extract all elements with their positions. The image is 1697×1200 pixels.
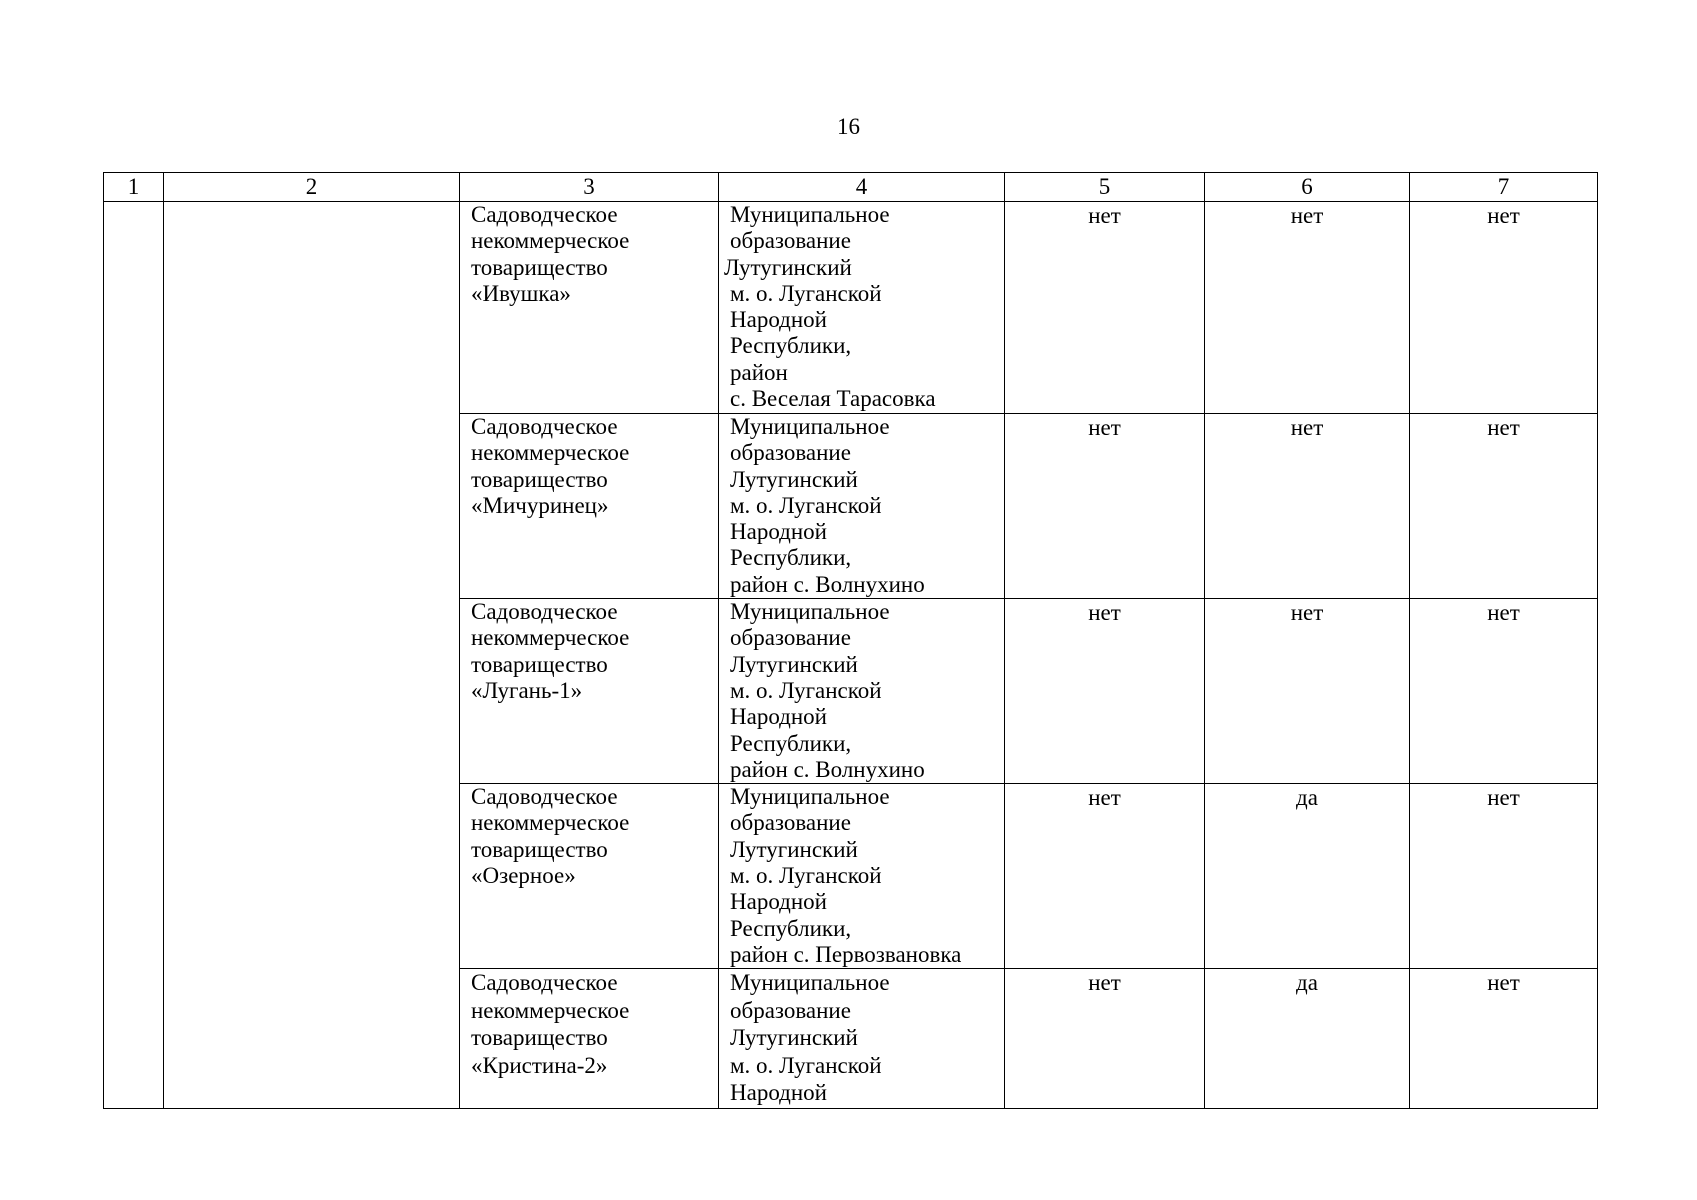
header-cell-1: 1 xyxy=(104,173,164,202)
page-number: 16 xyxy=(837,114,860,139)
col5-cell xyxy=(1005,784,1205,969)
header-cell-3: 3 xyxy=(460,173,719,202)
col5-value: нет xyxy=(1088,415,1121,440)
organization-name-cell xyxy=(460,784,719,969)
name-line: товарищество xyxy=(471,836,608,862)
location-line: Народной xyxy=(730,519,827,545)
name-line: «Лугань-1» xyxy=(471,677,583,703)
name-line: Садоводческое xyxy=(471,784,618,810)
name-line: товарищество xyxy=(471,466,608,492)
location-line: м. о. Луганской xyxy=(730,863,882,889)
col5-cell xyxy=(1005,202,1205,414)
name-line: Садоводческое xyxy=(471,414,618,439)
name-line: некоммерческое xyxy=(471,625,630,651)
location-line: Лутугинский xyxy=(730,1025,858,1051)
col7-cell xyxy=(1410,599,1598,784)
name-line: Садоводческое xyxy=(471,970,618,996)
location-line: Лутугинский xyxy=(724,254,852,280)
col6-value: нет xyxy=(1290,203,1324,228)
name-line: «Озерное» xyxy=(471,863,576,889)
header-cell-6: 6 xyxy=(1205,173,1410,202)
location-line: Республики, xyxy=(730,333,852,359)
col6-value: нет xyxy=(1290,600,1324,626)
header-cell-5: 5 xyxy=(1005,173,1205,202)
location-line: Республики, xyxy=(730,730,852,756)
name-line: товарищество xyxy=(471,254,608,280)
location-cell xyxy=(719,414,1005,599)
col6-value: нет xyxy=(1290,415,1324,440)
col7-cell xyxy=(1410,969,1598,1109)
header-cell-4: 4 xyxy=(719,173,1005,202)
col6-cell xyxy=(1205,784,1410,969)
location-line: образование xyxy=(730,228,851,254)
col7-value: нет xyxy=(1487,415,1520,440)
location-line: Муниципальное xyxy=(730,202,890,227)
organization-name-cell xyxy=(460,202,719,414)
col6-cell xyxy=(1205,969,1410,1109)
name-line: «Ивушка» xyxy=(471,280,571,306)
location-line: Народной xyxy=(730,1080,827,1106)
location-line: район с. Волнухино xyxy=(730,571,925,597)
location-line: Муниципальное xyxy=(730,414,890,439)
header-row xyxy=(104,173,1598,202)
location-line: район xyxy=(730,359,788,385)
col5-cell xyxy=(1005,414,1205,599)
location-line: Муниципальное xyxy=(730,970,890,996)
location-line: м. о. Луганской xyxy=(730,677,882,703)
col5-value: нет xyxy=(1088,785,1121,811)
organization-name-cell xyxy=(460,414,719,599)
data-table xyxy=(103,172,1598,1109)
row-number-cell xyxy=(104,202,164,1109)
col7-cell xyxy=(1410,784,1598,969)
location-line: Республики, xyxy=(730,915,852,941)
location-cell xyxy=(719,599,1005,784)
col6-value: да xyxy=(1296,970,1318,996)
organization-name-cell xyxy=(460,969,719,1109)
location-line: Муниципальное xyxy=(730,599,890,625)
location-line: образование xyxy=(730,810,851,836)
col5-value: нет xyxy=(1088,203,1121,228)
location-line: Народной xyxy=(730,889,827,915)
name-line: некоммерческое xyxy=(471,228,630,254)
header-cell-7: 7 xyxy=(1410,173,1598,202)
category-cell xyxy=(164,202,460,1109)
col5-cell xyxy=(1005,599,1205,784)
location-cell xyxy=(719,784,1005,969)
location-line: образование xyxy=(730,625,851,651)
location-line: Лутугинский xyxy=(730,466,858,492)
name-line: Садоводческое xyxy=(471,599,618,625)
name-line: некоммерческое xyxy=(471,810,630,836)
location-line: Муниципальное xyxy=(730,784,890,810)
name-line: товарищество xyxy=(471,651,608,677)
location-line: м. о. Луганской xyxy=(730,1052,882,1078)
location-line: район с. Первозвановка xyxy=(730,941,962,967)
location-line: Народной xyxy=(730,307,827,333)
name-line: товарищество xyxy=(471,1025,608,1051)
location-line: Лутугинский xyxy=(730,836,858,862)
col6-cell xyxy=(1205,599,1410,784)
location-cell xyxy=(719,202,1005,414)
location-line: образование xyxy=(730,440,851,466)
location-line: м. о. Луганской xyxy=(730,492,882,518)
col6-cell xyxy=(1205,202,1410,414)
col6-value: да xyxy=(1296,785,1318,811)
location-line: Лутугинский xyxy=(730,651,858,677)
table-row xyxy=(104,202,1598,414)
name-line: «Мичуринец» xyxy=(471,492,609,518)
col7-value: нет xyxy=(1487,203,1520,228)
location-line: образование xyxy=(730,997,851,1023)
col7-value: нет xyxy=(1487,970,1520,996)
col7-cell xyxy=(1410,414,1598,599)
col5-value: нет xyxy=(1088,970,1121,996)
location-line: м. о. Луганской xyxy=(730,280,882,306)
col7-value: нет xyxy=(1487,785,1520,811)
header-cell-2: 2 xyxy=(164,173,460,202)
organization-name-cell xyxy=(460,599,719,784)
location-line: с. Веселая Тарасовка xyxy=(730,386,936,412)
name-line: Садоводческое xyxy=(471,202,618,227)
name-line: некоммерческое xyxy=(471,997,630,1023)
location-line: район с. Волнухино xyxy=(730,756,925,782)
col7-cell xyxy=(1410,202,1598,414)
name-line: «Кристина-2» xyxy=(471,1052,608,1078)
col5-value: нет xyxy=(1088,600,1121,626)
location-cell xyxy=(719,969,1005,1109)
name-line: некоммерческое xyxy=(471,440,630,466)
location-line: Народной xyxy=(730,704,827,730)
col7-value: нет xyxy=(1487,600,1520,626)
location-line: Республики, xyxy=(730,545,852,571)
col5-cell xyxy=(1005,969,1205,1109)
col6-cell xyxy=(1205,414,1410,599)
